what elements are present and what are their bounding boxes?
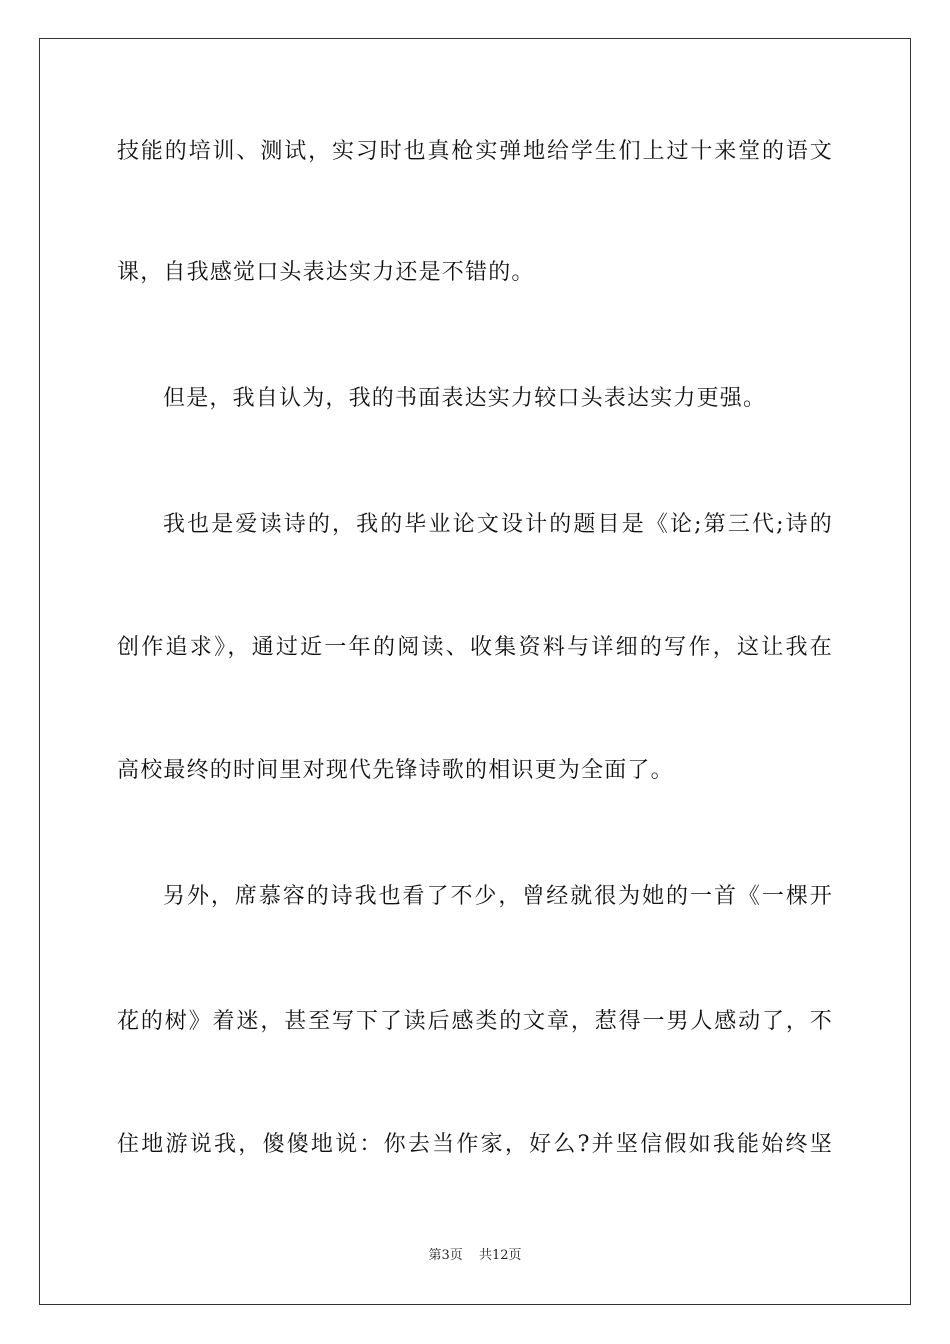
page-border: [39, 38, 911, 1305]
paragraph-line: 我也是爱读诗的，我的毕业论文设计的题目是《论;第三代;诗的: [163, 512, 833, 537]
text-line: 技能的培训、测试，实习时也真枪实弹地给学生们上过十来堂的语文: [117, 139, 833, 164]
text-line: 高校最终的时间里对现代先锋诗歌的相识更为全面了。: [117, 758, 674, 783]
text-line: 花的树》着迷，甚至写下了读后感类的文章，惹得一男人感动了，不: [117, 1009, 833, 1034]
page-footer: [0, 1247, 950, 1265]
paragraph-line: 另外，席慕容的诗我也看了不少，曾经就很为她的一首《一棵开: [163, 884, 833, 909]
page-total: 共12页: [478, 1248, 522, 1263]
text-line: 住地游说我，傻傻地说：你去当作家，好么?并坚信假如我能始终坚: [117, 1132, 833, 1157]
page-number: 第3页: [428, 1248, 463, 1263]
text-line: 课，自我感觉口头表达实力还是不错的。: [117, 260, 535, 285]
paragraph-line: 但是，我自认为，我的书面表达实力较口头表达实力更强。: [163, 386, 767, 411]
text-line: 创作追求》，通过近一年的阅读、收集资料与详细的写作，这让我在: [117, 635, 833, 660]
